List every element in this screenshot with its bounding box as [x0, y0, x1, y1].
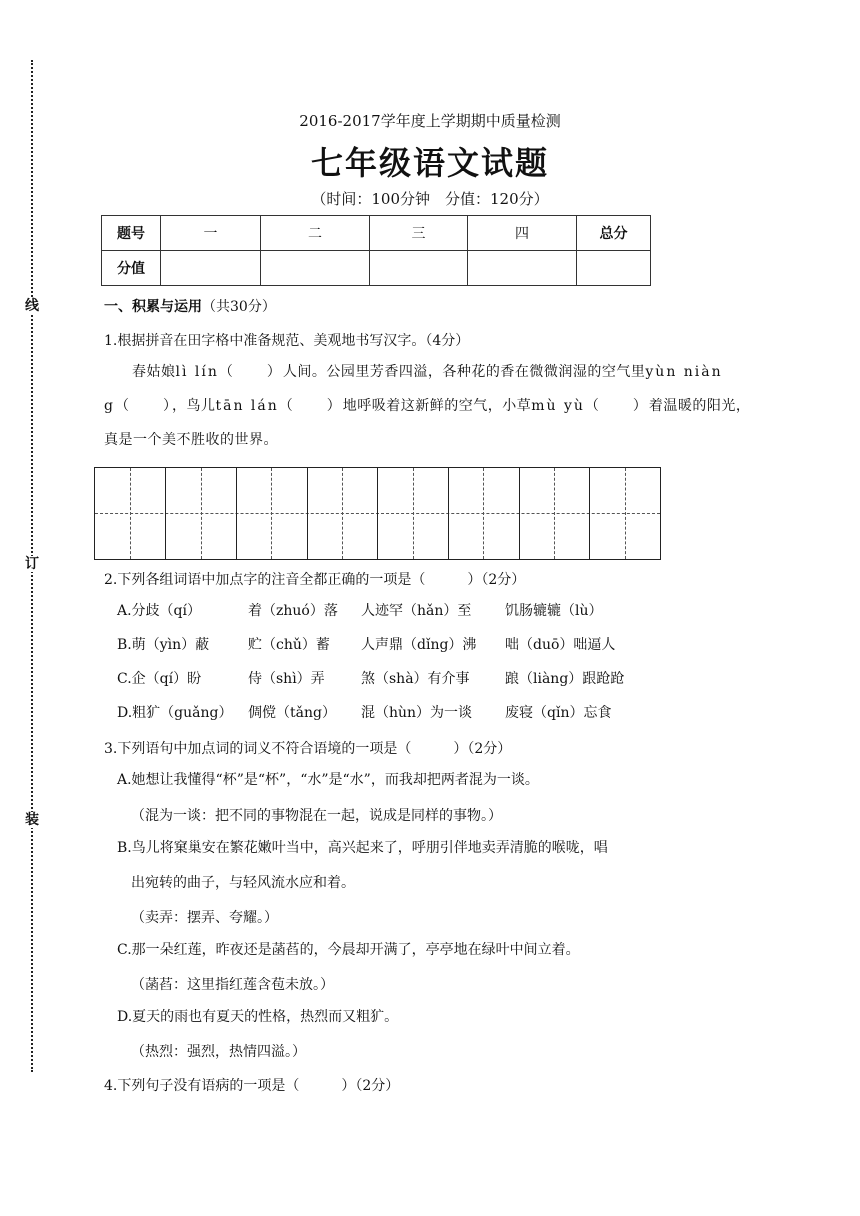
question-3-option-d: D.夏天的雨也有夏天的性格，热烈而又粗犷。	[117, 1009, 399, 1025]
pinyin-blank: g（ ）	[104, 398, 172, 414]
question-3-option-a-note: （混为一谈：把不同的事物混在一起，说成是同样的事物。）	[131, 808, 502, 824]
tianzige-writing-grid[interactable]	[94, 467, 661, 560]
score-table-cell: 二	[261, 216, 370, 251]
score-table-cell: 三	[370, 216, 468, 251]
score-input-cell[interactable]	[370, 251, 468, 286]
option-b-word: 咄（duō）咄逼人	[505, 637, 616, 653]
option-b-word: 贮（chǔ）蓄	[248, 637, 330, 653]
score-table-cell: 分值	[102, 251, 161, 286]
score-input-cell[interactable]	[577, 251, 651, 286]
binding-char-zhuang: 装	[25, 812, 39, 828]
passage-text: 人间。公园里芳香四溢，各种花的香在微微润湿的空气里	[282, 364, 646, 380]
question-2-stem: 2.下列各组词语中加点字的注音全都正确的一项是（ ）（2分）	[104, 572, 526, 588]
pinyin-blank: tān lán（ ）	[215, 398, 343, 414]
section-heading	[104, 296, 276, 316]
passage-text: ，鸟儿	[171, 398, 216, 414]
question-3-option-a: A.她想让我懂得“杯”是“杯”，“水”是“水”，而我却把两者混为一谈。	[117, 772, 539, 788]
passage-text: 着温暖的阳光，	[648, 398, 751, 414]
question-1-passage-line2	[104, 389, 764, 423]
option-c-word: C.企（qí）盼	[117, 671, 202, 687]
question-3-stem: 3.下列语句中加点词的词义不符合语境的一项是（ ）（2分）	[104, 741, 512, 757]
pinyin-blank: yùn niàn	[645, 364, 723, 380]
option-a-word: A.分歧（qí）	[117, 603, 201, 619]
score-table-cell: 总分	[577, 216, 651, 251]
question-3-option-d-note: （热烈：强烈，热情四溢。）	[131, 1044, 306, 1060]
option-c-word: 侍（shì）弄	[248, 671, 325, 687]
section-title: 一、积累与运用	[104, 299, 202, 315]
passage-text: 地呼吸着这新鲜的空气，小草	[342, 398, 532, 414]
exam-time-score: （时间：100分钟 分值：120分）	[311, 190, 549, 208]
passage-text: 春姑娘	[132, 364, 176, 380]
question-3-option-b-note: （卖弄：摆弄、夸耀。）	[131, 910, 278, 926]
exam-subtitle: 2016-2017学年度上学期期中质量检测	[299, 112, 561, 130]
question-3-option-b: B.鸟儿将窠巢安在繁花嫩叶当中，高兴起来了，呼朋引伴地卖弄清脆的喉咙，唱	[117, 840, 608, 856]
score-table	[101, 215, 651, 286]
option-b-word: 人声鼎（dǐng）沸	[361, 637, 477, 653]
option-b-word: B.萌（yìn）蔽	[117, 637, 210, 653]
question-3-option-b-cont: 出宛转的曲子，与轻风流水应和着。	[131, 875, 355, 891]
score-table-cell: 四	[468, 216, 577, 251]
score-input-cell[interactable]	[468, 251, 577, 286]
score-table-header-row	[102, 216, 651, 251]
option-c-word: 煞（shà）有介事	[361, 671, 470, 687]
question-1-passage-line3: 真是一个美不胜收的世界。	[104, 432, 278, 448]
pinyin-blank: lì lín（ ）	[175, 364, 283, 380]
score-input-cell[interactable]	[261, 251, 370, 286]
question-3-option-c-note: （菡萏：这里指红莲含苞未放。）	[131, 977, 334, 993]
exam-title: 七年级语文试题	[310, 144, 549, 182]
score-table-cell: 一	[161, 216, 261, 251]
question-1-stem: 1.根据拼音在田字格中准备规范、美观地书写汉字。（4分）	[104, 333, 470, 349]
binding-char-ding: 订	[25, 556, 39, 572]
option-d-word: 混（hùn）为一谈	[361, 705, 473, 721]
option-d-word: 倜傥（tǎng）	[248, 705, 336, 721]
pinyin-blank: mù yù（ ）	[531, 398, 649, 414]
score-input-cell[interactable]	[161, 251, 261, 286]
score-table-cell: 题号	[102, 216, 161, 251]
option-a-word: 饥肠辘辘（lù）	[505, 603, 603, 619]
grid-cell	[95, 468, 626, 559]
section-score: （共30分）	[202, 299, 276, 315]
option-a-word: 着（zhuó）落	[248, 603, 338, 619]
score-table-value-row	[102, 251, 651, 286]
option-d-word: D.粗犷（guǎng）	[117, 705, 233, 721]
question-4-stem: 4.下列句子没有语病的一项是（ ）（2分）	[104, 1078, 400, 1094]
question-1-passage	[104, 355, 764, 389]
option-a-word: 人迹罕（hǎn）至	[361, 603, 472, 619]
option-d-word: 废寝（qǐn）忘食	[505, 705, 612, 721]
binding-char-xian: 线	[25, 298, 39, 314]
option-c-word: 踉（liàng）跟跄跄	[505, 671, 625, 687]
question-3-option-c: C.那一朵红莲，昨夜还是菡萏的，今晨却开满了，亭亭地在绿叶中间立着。	[117, 942, 580, 958]
